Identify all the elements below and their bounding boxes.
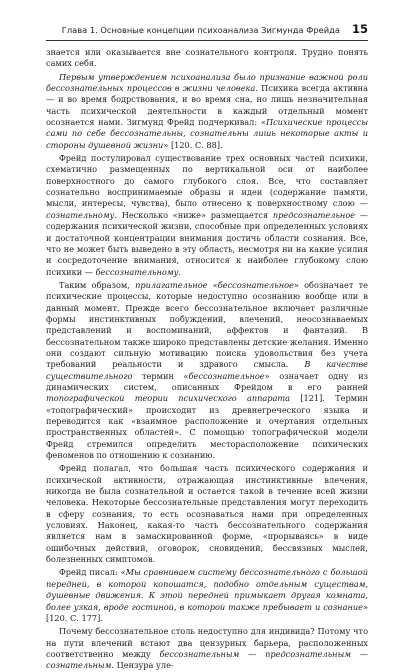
italic-run: Мы сравниваем систему бессознательного с большой передней, в которой копошатся, подобно отдельным существам, душевные движения. К этой передней примыкает другая комната, более узкая, вроде гостиной, в которой также пребывает и сознание — [46, 567, 368, 612]
text-run: Фрейд полагал, что большая часть психического содержания и психической активности, отражающая инстинктивные влечения, никогда не была сознательной и остается такой в течение всей жизни человека. Некоторые бессознательные представления могут переходить в сферу сознания, то есть осознаваться нами при определенных условиях. Наконец, какая-то часть бессознательного содержания является нам в замаскированной форме, «прорываясь» в виде ошибочных действий, оговорок, сновидений, бессвязных мыслей, болезненных симптомов. — [46, 463, 368, 565]
text-run: [121]. Термин «топографический» происходит из древнегреческого языка и переводится как «взаимное расположение и очертания отдельных пространственных областей». С помощью топографической модели Фрейд стремился определить месторасположение психических феноменов по отношению к сознанию. — [46, 393, 368, 461]
italic-run: В качестве существительного — [46, 359, 368, 381]
italic-run: сознательному — [46, 209, 115, 220]
text-run: термин « — [132, 370, 189, 381]
italic-run: бессознательное — [188, 370, 265, 381]
text-run: Психика всегда активна — и во время бодрствования, и во время сна, но лишь незначительная часть психической деятельности в каждый отдельный момент осознается нами. Зигмунд Фрейд подчеркивал: « — [46, 83, 369, 128]
text-run: » [120. С. 177]. — [46, 601, 368, 623]
text-run: — — [351, 648, 368, 659]
paragraph — [46, 280, 368, 462]
italic-run: прилагательное «бессознательное» — [135, 279, 299, 290]
running-title: Глава 1. Основные концепции психоанализа Зигмунда Фрейда — [61, 25, 340, 35]
header-rule — [46, 40, 368, 41]
text-run: Фрейд писал: « — [59, 567, 126, 578]
italic-run: бессознательным — [159, 648, 240, 659]
paragraph — [46, 72, 368, 151]
paragraph — [46, 47, 368, 70]
running-header — [0, 0, 400, 41]
text-run: . — [178, 266, 181, 277]
italic-run: предсознательное — [272, 209, 356, 220]
italic-run: топографической теории психического аппарата — [46, 393, 291, 404]
text-run: Почему бессознательное столь недоступно для индивида? Потому что на пути влечений встают два цензурных барьера, расположенных соответственно между — [46, 626, 368, 659]
text-run: обозначает те психические процессы, которые недоступно осознанию вообще или в данный момент. Прежде всего бессознательное включает различные формы инстинктивных побуждений, влечений, неосознаваемых представлений и воспоминаний, аффектов и фантазий. В бессознательном также широко представлены детские желания. Именно они создают сильную мотивацию поиска удовольствия без учета требований реальности и здравого смысла. — [46, 279, 368, 370]
text-run: » означает одну из динамических систем, описанных Фрейдом в его ранней — [46, 370, 368, 392]
page-number: 15 — [351, 22, 368, 36]
text-run: Таким образом, — [59, 279, 136, 290]
text-run: — содержания психической жизни, способные при определенных условиях и достаточной концентрации внимания достичь области сознания. Все, что не может быть выведено в эту область, несмотря ни на какие усилия и сосредоточение внимания, относится к наиболее глубокому слою психики — — [46, 209, 368, 277]
text-run: — — [239, 648, 266, 659]
paragraph — [46, 463, 368, 565]
text-run: . Цензура уле- — [111, 660, 174, 671]
text-run: » [120. С. 88]. — [163, 139, 223, 150]
italic-run: Психические процессы сами по себе бессознательны, сознательны лишь некоторые акты и стороны душевной жизни — [46, 117, 369, 150]
text-run: Фрейд постулировал существование трех основных частей психики, схематично размещенных по вертикальной оси от наиболее поверхностного до самого глубокого слоя. Все, что составляет сознательно воспринимаемые образы и идеи (содержание памяти, мысли, интересы, чувства), было отнесено к поверхностному слою — — [46, 153, 368, 209]
italic-run: сознательным — [46, 660, 112, 671]
italic-run: Первым утверждением психоанализа было признание важной роли бессознательных процессов в жизни человека. — [46, 71, 368, 94]
text-run: знается или оказывается вне сознательного контроля. Трудно понять самих себя. — [46, 47, 368, 69]
italic-run: бессознательному — [95, 266, 179, 277]
text-run: . Несколько «ниже» размещается — [114, 209, 273, 220]
italic-run: предсознательным — [265, 648, 352, 659]
paragraph — [46, 626, 368, 671]
body-text — [46, 47, 368, 672]
paragraph — [46, 153, 368, 278]
